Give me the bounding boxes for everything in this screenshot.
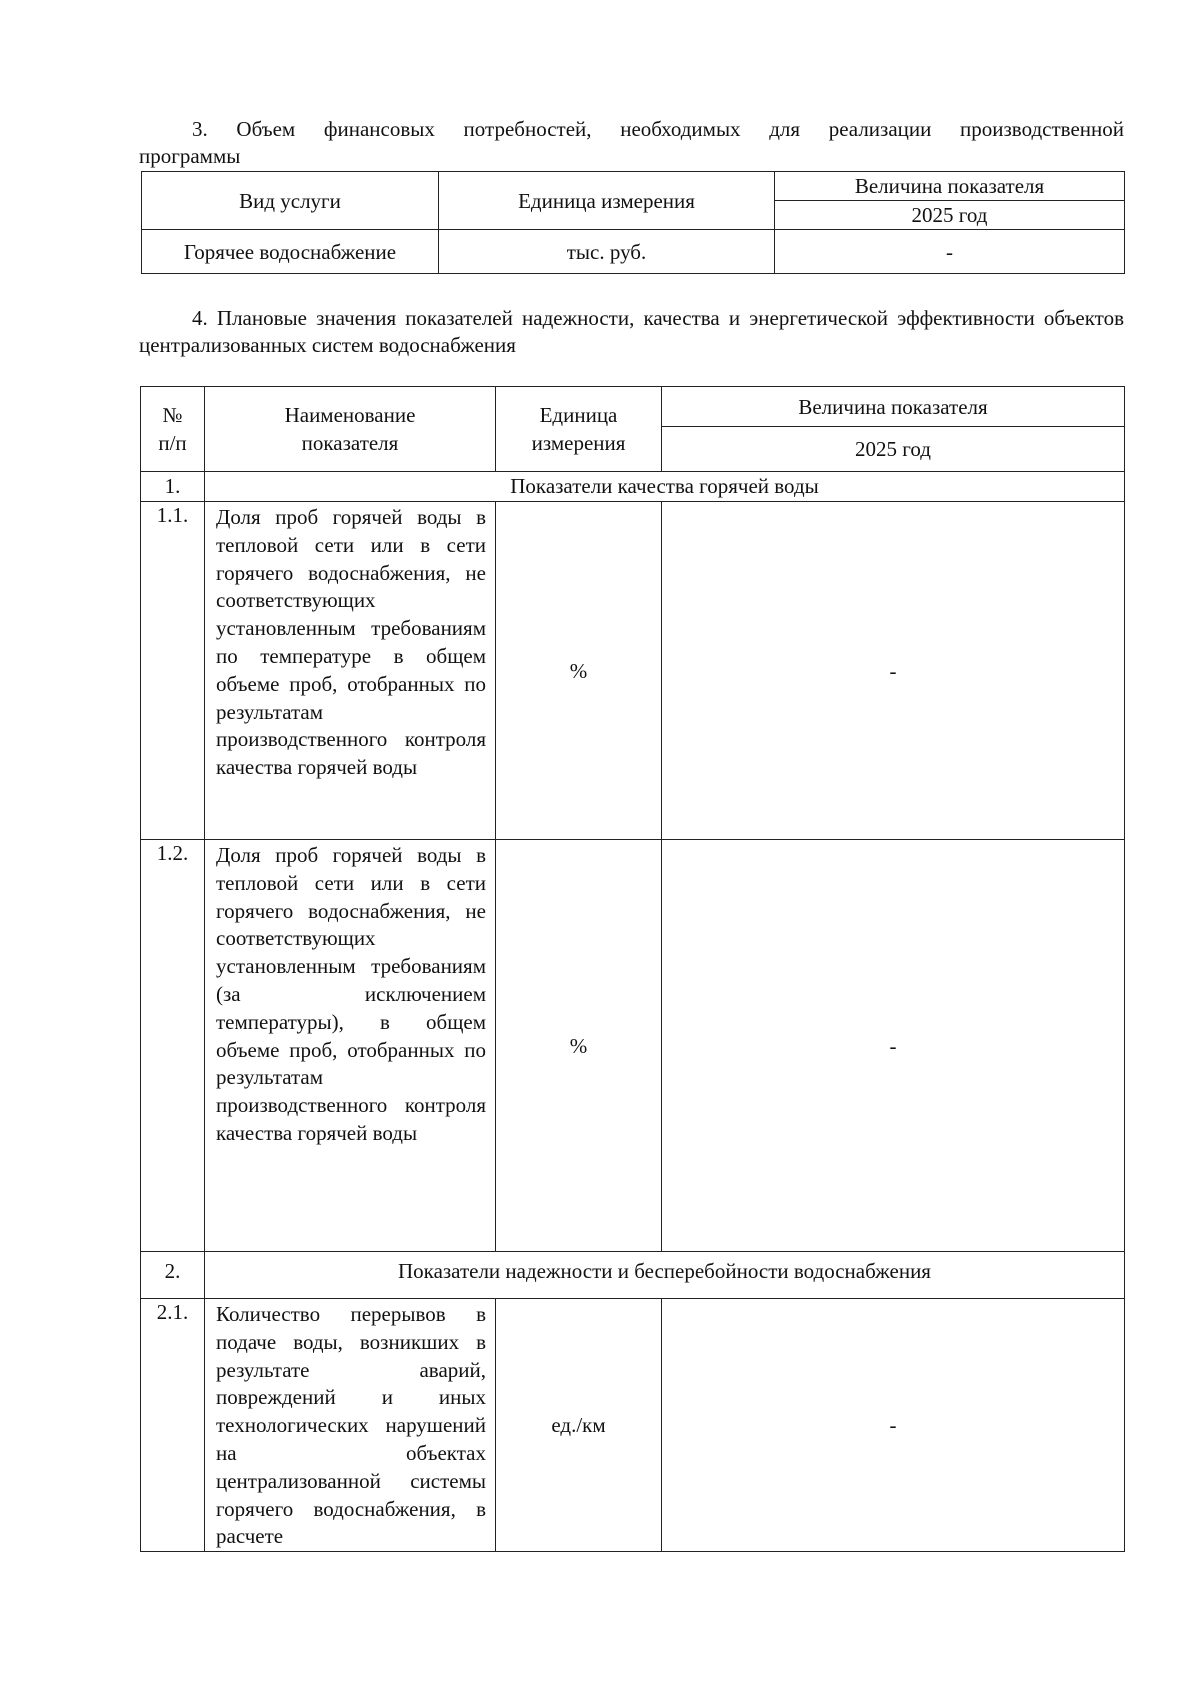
section3-heading-line2: программы <box>139 144 241 168</box>
header-year: 2025 год <box>662 427 1125 472</box>
financial-needs-table <box>141 171 1125 274</box>
row-unit: % <box>496 840 662 1252</box>
section-title: Показатели качества горячей воды <box>205 472 1125 502</box>
header-num: № п/п <box>141 387 205 472</box>
cell-unit: тыс. руб. <box>439 230 775 274</box>
row-value: - <box>662 840 1125 1252</box>
header-year: 2025 год <box>775 201 1125 230</box>
section3-heading <box>139 116 1124 170</box>
section-num: 1. <box>141 472 205 502</box>
header-unit: Единица измерения <box>496 387 662 472</box>
header-value: Величина показателя <box>662 387 1125 427</box>
row-unit: ед./км <box>496 1299 662 1552</box>
section4-heading-text: 4. Плановые значения показателей надежности, качества и энергетической эффективности объектов централизованных систем водоснабжения <box>139 306 1124 357</box>
header-unit: Единица измерения <box>439 172 775 230</box>
header-name: Наименование показателя <box>205 387 496 472</box>
section3-heading-line1: 3. Объем финансовых потребностей, необходимых для реализации производственной <box>192 117 1124 141</box>
row-name: Доля проб горячей воды в тепловой сети или в сети горячего водоснабжения, не соответствующих установленным требованиям по температуре в общем объеме проб, отобранных по результатам производственного контроля качества горячей воды <box>205 502 496 840</box>
section-title: Показатели надежности и бесперебойности водоснабжения <box>205 1252 1125 1299</box>
section4-heading <box>139 305 1124 359</box>
row-num: 2.1. <box>141 1299 205 1552</box>
table-row <box>141 840 1125 1252</box>
cell-service: Горячее водоснабжение <box>142 230 439 274</box>
row-name: Количество перерывов в подаче воды, возникших в результате аварий, повреждений и иных технологических нарушений на объектах централизованной системы горячего водоснабжения, в расчете <box>205 1299 496 1552</box>
indicators-table <box>140 386 1125 1552</box>
section-num: 2. <box>141 1252 205 1299</box>
section-row <box>141 1252 1125 1299</box>
header-value: Величина показателя <box>775 172 1125 201</box>
row-value: - <box>662 502 1125 840</box>
cell-value: - <box>775 230 1125 274</box>
row-name: Доля проб горячей воды в тепловой сети или в сети горячего водоснабжения, не соответствующих установленным требованиям (за исключением температуры), в общем объеме проб, отобранных по результатам производственного контроля качества горячей воды <box>205 840 496 1252</box>
section-row <box>141 472 1125 502</box>
table-row <box>141 502 1125 840</box>
table-row <box>141 1299 1125 1552</box>
row-num: 1.2. <box>141 840 205 1252</box>
row-value: - <box>662 1299 1125 1552</box>
row-unit: % <box>496 502 662 840</box>
header-service: Вид услуги <box>142 172 439 230</box>
row-num: 1.1. <box>141 502 205 840</box>
